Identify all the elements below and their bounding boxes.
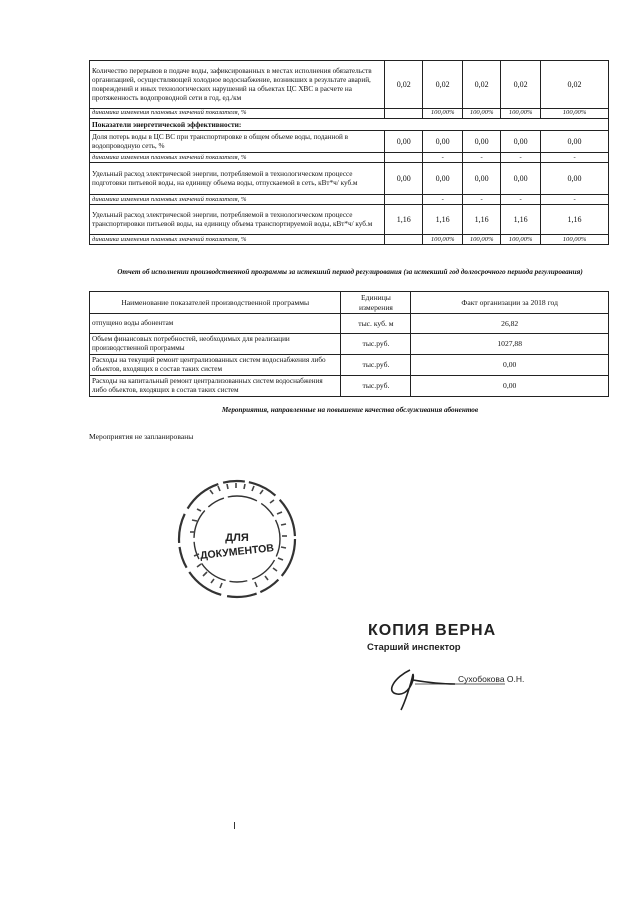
unit-cell: тыс.руб. xyxy=(341,376,411,397)
column-header: Наименование показателей производственной программы xyxy=(90,292,341,314)
stamp-line-1: ДЛЯ xyxy=(225,532,249,544)
column-header: Единицы измерения xyxy=(341,292,411,314)
measures-text: Мероприятия не запланированы xyxy=(89,432,194,441)
table-row xyxy=(90,376,609,397)
report-caption: Отчет об исполнении производственной программы за истекший период регулирования (за истекший год долгосрочного периода регулирования) xyxy=(117,268,583,276)
indicator-label: Удельный расход электрической энергии, потребляемой в технологическом процессе транспортировки питьевой воды, на единицу объема транспортируемой воды, кВт*ч/ куб.м xyxy=(90,205,385,235)
indicator-value: 100,00% xyxy=(541,235,609,245)
indicator-value: 0,02 xyxy=(385,61,423,109)
indicator-value: - xyxy=(501,153,541,163)
round-stamp xyxy=(170,472,305,607)
fact-value-cell: 0,00 xyxy=(411,355,609,376)
fact-value-cell: 0,00 xyxy=(411,376,609,397)
unit-cell: тыс. куб. м xyxy=(341,314,411,334)
table-row xyxy=(90,235,609,245)
indicator-value: 0,00 xyxy=(501,163,541,195)
copy-verified-stamp: КОПИЯ ВЕРНА xyxy=(368,622,497,639)
indicator-label: динамика изменения плановых значений показателя, % xyxy=(90,195,385,205)
indicator-value: 0,02 xyxy=(501,61,541,109)
indicator-value: 0,02 xyxy=(541,61,609,109)
table-row xyxy=(90,163,609,195)
indicator-value: - xyxy=(501,195,541,205)
indicator-value xyxy=(385,153,423,163)
table-row xyxy=(90,153,609,163)
page-mark xyxy=(234,822,235,829)
indicator-label: Доля потерь воды в ЦС ВС при транспортировке в общем объеме воды, поданной в водопроводную сеть, % xyxy=(90,131,385,153)
indicator-value: 0,00 xyxy=(385,131,423,153)
indicator-label: Количество перерывов в подаче воды, зафиксированных в местах исполнения обязательств организацией, осуществляющей холодное водоснабжение, возникших в результате аварий, повреждений и иных технологических нарушений на объектах ЦС ХВС в расчете на протяженность водопроводной сети в год, ед./км xyxy=(90,61,385,109)
indicator-value: 1,16 xyxy=(385,205,423,235)
indicator-value: 100,00% xyxy=(423,235,463,245)
indicator-value: 100,00% xyxy=(501,235,541,245)
indicator-value xyxy=(385,195,423,205)
unit-cell: тыс.руб. xyxy=(341,355,411,376)
indicator-value: 100,00% xyxy=(463,235,501,245)
indicator-label: Показатели энергетической эффективности: xyxy=(90,119,609,131)
table-row xyxy=(90,334,609,355)
indicator-value: 1,16 xyxy=(463,205,501,235)
indicator-value: 100,00% xyxy=(501,109,541,119)
indicator-value: 1,16 xyxy=(423,205,463,235)
indicator-label: Удельный расход электрической энергии, потребляемой в технологическом процессе подготовки питьевой воды, на единицу объема воды, отпускаемой в сеть, кВт*ч/ куб.м xyxy=(90,163,385,195)
indicator-value: 0,00 xyxy=(385,163,423,195)
indicator-value: - xyxy=(423,195,463,205)
indicator-value: 0,00 xyxy=(463,131,501,153)
fact-value-cell: 1027,88 xyxy=(411,334,609,355)
measures-caption: Мероприятия, направленные на повышение качества обслуживания абонентов xyxy=(221,406,479,414)
indicator-value: 0,02 xyxy=(423,61,463,109)
indicator-value: 0,00 xyxy=(541,131,609,153)
indicator-value xyxy=(385,109,423,119)
indicator-value: 0,00 xyxy=(541,163,609,195)
indicator-value: 1,16 xyxy=(541,205,609,235)
table-row xyxy=(90,119,609,131)
program-indicator-name: отпущено воды абонентам xyxy=(90,314,341,334)
indicator-value: 0,02 xyxy=(463,61,501,109)
table-row xyxy=(90,205,609,235)
inspector-name: Сухобокова О.Н. xyxy=(458,674,525,684)
indicator-value: - xyxy=(463,153,501,163)
indicator-value: 0,00 xyxy=(423,163,463,195)
program-indicator-name: Объем финансовых потребностей, необходимых для реализации производственной программы xyxy=(90,334,341,355)
indicator-label: динамика изменения плановых значений показателя, % xyxy=(90,109,385,119)
table-row xyxy=(90,109,609,119)
indicator-value: 0,00 xyxy=(463,163,501,195)
table-row xyxy=(90,314,609,334)
table-row xyxy=(90,131,609,153)
indicator-value: 100,00% xyxy=(541,109,609,119)
program-indicator-name: Расходы на текущий ремонт централизованных систем водоснабжения либо объектов, входящих в состав таких систем xyxy=(90,355,341,376)
indicators-table xyxy=(89,60,609,245)
production-program-table xyxy=(89,291,609,397)
column-header: Факт организации за 2018 год xyxy=(411,292,609,314)
program-indicator-name: Расходы на капитальный ремонт централизованных систем водоснабжения либо объектов, входящих в состав таких систем xyxy=(90,376,341,397)
inspector-position: Старший инспектор xyxy=(367,642,461,653)
table-header-row xyxy=(90,292,609,314)
table-row xyxy=(90,355,609,376)
indicator-value: 1,16 xyxy=(501,205,541,235)
stamp-line-2: ДОКУМЕНТОВ xyxy=(199,542,275,562)
certification-block xyxy=(355,622,555,732)
indicator-value: 0,00 xyxy=(423,131,463,153)
indicator-label: динамика изменения плановых значений показателя, % xyxy=(90,153,385,163)
indicator-value: 0,00 xyxy=(501,131,541,153)
indicator-value: 100,00% xyxy=(423,109,463,119)
indicator-value: - xyxy=(423,153,463,163)
indicator-value: - xyxy=(541,195,609,205)
signature xyxy=(355,622,555,732)
table-row xyxy=(90,61,609,109)
unit-cell: тыс.руб. xyxy=(341,334,411,355)
fact-value-cell: 26,82 xyxy=(411,314,609,334)
indicator-value xyxy=(385,235,423,245)
indicator-value: - xyxy=(541,153,609,163)
indicator-value: - xyxy=(463,195,501,205)
indicator-label: динамика изменения плановых значений показателя, % xyxy=(90,235,385,245)
table-row xyxy=(90,195,609,205)
indicator-value: 100,00% xyxy=(463,109,501,119)
